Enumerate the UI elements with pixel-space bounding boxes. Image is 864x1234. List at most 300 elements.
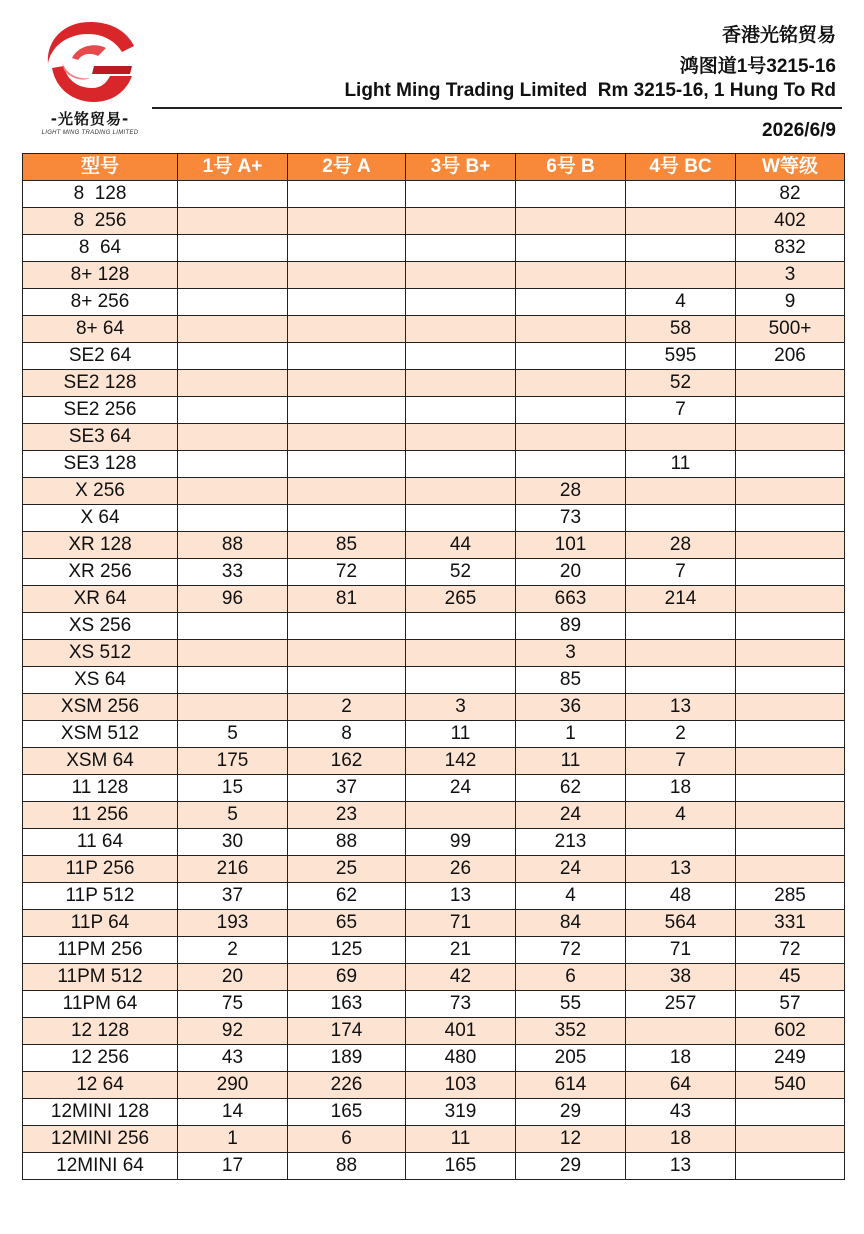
- quantity-cell: 57: [736, 991, 845, 1018]
- quantity-cell: 402: [736, 208, 845, 235]
- quantity-cell: 162: [288, 748, 406, 775]
- quantity-cell: 23: [288, 802, 406, 829]
- quantity-cell: [406, 802, 516, 829]
- quantity-cell: [516, 262, 626, 289]
- quantity-cell: 18: [626, 1045, 736, 1072]
- quantity-cell: 14: [178, 1099, 288, 1126]
- table-row: [23, 964, 845, 991]
- model-cell: 11 128: [23, 775, 178, 802]
- quantity-cell: 8: [288, 721, 406, 748]
- quantity-cell: 55: [516, 991, 626, 1018]
- quantity-cell: 62: [516, 775, 626, 802]
- quantity-cell: [288, 478, 406, 505]
- quantity-cell: 96: [178, 586, 288, 613]
- column-header: 4号 BC: [626, 154, 736, 181]
- quantity-cell: 24: [516, 856, 626, 883]
- quantity-cell: 82: [736, 181, 845, 208]
- quantity-cell: 30: [178, 829, 288, 856]
- table-row: [23, 370, 845, 397]
- model-cell: XSM 256: [23, 694, 178, 721]
- quantity-cell: 38: [626, 964, 736, 991]
- model-cell: 11 64: [23, 829, 178, 856]
- quantity-cell: 189: [288, 1045, 406, 1072]
- table-row: [23, 1018, 845, 1045]
- quantity-cell: 319: [406, 1099, 516, 1126]
- quantity-cell: 85: [288, 532, 406, 559]
- quantity-cell: 73: [516, 505, 626, 532]
- table-row: [23, 775, 845, 802]
- quantity-cell: [516, 181, 626, 208]
- quantity-cell: 249: [736, 1045, 845, 1072]
- quantity-cell: [406, 262, 516, 289]
- quantity-cell: 26: [406, 856, 516, 883]
- quantity-cell: 73: [406, 991, 516, 1018]
- quantity-cell: 58: [626, 316, 736, 343]
- table-row: [23, 856, 845, 883]
- model-cell: 11P 64: [23, 910, 178, 937]
- quantity-cell: 28: [626, 532, 736, 559]
- quantity-cell: [178, 424, 288, 451]
- quantity-cell: 226: [288, 1072, 406, 1099]
- table-row: [23, 1153, 845, 1180]
- model-cell: 11P 512: [23, 883, 178, 910]
- quantity-cell: [736, 667, 845, 694]
- quantity-cell: 85: [516, 667, 626, 694]
- quantity-cell: [406, 667, 516, 694]
- quantity-cell: 4: [626, 289, 736, 316]
- quantity-cell: [288, 208, 406, 235]
- quantity-cell: [288, 343, 406, 370]
- quantity-cell: 13: [406, 883, 516, 910]
- quantity-cell: 52: [406, 559, 516, 586]
- model-cell: XR 64: [23, 586, 178, 613]
- quantity-cell: [406, 397, 516, 424]
- quantity-cell: [288, 667, 406, 694]
- quantity-cell: [626, 505, 736, 532]
- table-row: [23, 721, 845, 748]
- logo-text: -光铭贸易-: [50, 110, 130, 128]
- column-header: 型号: [23, 154, 178, 181]
- quantity-cell: [288, 370, 406, 397]
- quantity-cell: 663: [516, 586, 626, 613]
- table-row: [23, 262, 845, 289]
- table-row: [23, 235, 845, 262]
- quantity-cell: 72: [288, 559, 406, 586]
- quantity-cell: 265: [406, 586, 516, 613]
- quantity-cell: [406, 208, 516, 235]
- quantity-cell: [178, 289, 288, 316]
- quantity-cell: 1: [516, 721, 626, 748]
- quantity-cell: 18: [626, 1126, 736, 1153]
- quantity-cell: 29: [516, 1153, 626, 1180]
- table-row: [23, 1072, 845, 1099]
- quantity-cell: [406, 613, 516, 640]
- quantity-cell: 72: [736, 937, 845, 964]
- quantity-cell: 5: [178, 721, 288, 748]
- table-row: [23, 586, 845, 613]
- quantity-cell: 216: [178, 856, 288, 883]
- quantity-cell: [406, 424, 516, 451]
- table-header-row: [23, 154, 845, 181]
- quantity-cell: 37: [178, 883, 288, 910]
- table-row: [23, 829, 845, 856]
- model-cell: XR 128: [23, 532, 178, 559]
- quantity-cell: [178, 262, 288, 289]
- column-header: 3号 B+: [406, 154, 516, 181]
- model-cell: 8 128: [23, 181, 178, 208]
- model-cell: 8+ 256: [23, 289, 178, 316]
- quantity-cell: [288, 397, 406, 424]
- quantity-cell: [736, 694, 845, 721]
- quantity-cell: 43: [626, 1099, 736, 1126]
- quantity-cell: [626, 1018, 736, 1045]
- quantity-cell: 206: [736, 343, 845, 370]
- quantity-cell: 165: [406, 1153, 516, 1180]
- quantity-cell: 5: [178, 802, 288, 829]
- quantity-cell: 174: [288, 1018, 406, 1045]
- quantity-cell: [288, 424, 406, 451]
- quantity-cell: [626, 208, 736, 235]
- quantity-cell: 3: [736, 262, 845, 289]
- model-cell: 12MINI 128: [23, 1099, 178, 1126]
- quantity-cell: 285: [736, 883, 845, 910]
- quantity-cell: 84: [516, 910, 626, 937]
- quantity-cell: [736, 1099, 845, 1126]
- document-date: 2026/6/9: [762, 120, 836, 141]
- model-cell: 11PM 64: [23, 991, 178, 1018]
- model-cell: 11PM 256: [23, 937, 178, 964]
- quantity-cell: 17: [178, 1153, 288, 1180]
- quantity-cell: [406, 451, 516, 478]
- quantity-cell: 290: [178, 1072, 288, 1099]
- quantity-cell: [516, 370, 626, 397]
- quantity-cell: 43: [178, 1045, 288, 1072]
- quantity-cell: 69: [288, 964, 406, 991]
- quantity-cell: [406, 370, 516, 397]
- column-header: 2号 A: [288, 154, 406, 181]
- quantity-cell: 89: [516, 613, 626, 640]
- model-cell: X 64: [23, 505, 178, 532]
- table-row: [23, 910, 845, 937]
- table-row: [23, 1045, 845, 1072]
- quantity-cell: [288, 235, 406, 262]
- model-cell: 12MINI 64: [23, 1153, 178, 1180]
- model-cell: XS 512: [23, 640, 178, 667]
- quantity-cell: 214: [626, 586, 736, 613]
- quantity-cell: 602: [736, 1018, 845, 1045]
- column-header: W等级: [736, 154, 845, 181]
- quantity-cell: 92: [178, 1018, 288, 1045]
- quantity-cell: [626, 478, 736, 505]
- quantity-cell: 15: [178, 775, 288, 802]
- model-cell: 12 64: [23, 1072, 178, 1099]
- quantity-cell: [736, 478, 845, 505]
- quantity-cell: 37: [288, 775, 406, 802]
- quantity-cell: [288, 262, 406, 289]
- quantity-cell: [288, 613, 406, 640]
- quantity-cell: 213: [516, 829, 626, 856]
- quantity-cell: 42: [406, 964, 516, 991]
- quantity-cell: [516, 424, 626, 451]
- quantity-cell: 20: [516, 559, 626, 586]
- quantity-cell: 331: [736, 910, 845, 937]
- model-cell: XR 256: [23, 559, 178, 586]
- quantity-cell: 101: [516, 532, 626, 559]
- quantity-cell: 6: [516, 964, 626, 991]
- quantity-cell: [516, 343, 626, 370]
- quantity-cell: 401: [406, 1018, 516, 1045]
- model-cell: XSM 64: [23, 748, 178, 775]
- table-row: [23, 289, 845, 316]
- quantity-cell: 12: [516, 1126, 626, 1153]
- quantity-cell: [406, 316, 516, 343]
- quantity-cell: [288, 289, 406, 316]
- quantity-cell: 88: [288, 1153, 406, 1180]
- quantity-cell: 540: [736, 1072, 845, 1099]
- quantity-cell: 595: [626, 343, 736, 370]
- model-cell: 12 128: [23, 1018, 178, 1045]
- logo-swirl-icon: [42, 18, 138, 106]
- quantity-cell: 3: [516, 640, 626, 667]
- quantity-cell: 2: [288, 694, 406, 721]
- quantity-cell: 72: [516, 937, 626, 964]
- quantity-cell: [736, 802, 845, 829]
- quantity-cell: 614: [516, 1072, 626, 1099]
- quantity-cell: 832: [736, 235, 845, 262]
- quantity-cell: 20: [178, 964, 288, 991]
- quantity-cell: [736, 748, 845, 775]
- model-cell: SE2 64: [23, 343, 178, 370]
- model-cell: 11P 256: [23, 856, 178, 883]
- quantity-cell: 480: [406, 1045, 516, 1072]
- quantity-cell: 3: [406, 694, 516, 721]
- quantity-cell: [178, 451, 288, 478]
- model-cell: 12 256: [23, 1045, 178, 1072]
- table-row: [23, 1126, 845, 1153]
- quantity-cell: [736, 1153, 845, 1180]
- quantity-cell: 81: [288, 586, 406, 613]
- model-cell: X 256: [23, 478, 178, 505]
- quantity-cell: [178, 370, 288, 397]
- quantity-cell: 6: [288, 1126, 406, 1153]
- quantity-cell: [288, 451, 406, 478]
- table-row: [23, 451, 845, 478]
- quantity-cell: 28: [516, 478, 626, 505]
- quantity-cell: [178, 694, 288, 721]
- quantity-cell: 9: [736, 289, 845, 316]
- quantity-cell: [736, 397, 845, 424]
- quantity-cell: 142: [406, 748, 516, 775]
- quantity-cell: [626, 640, 736, 667]
- table-row: [23, 667, 845, 694]
- quantity-cell: 103: [406, 1072, 516, 1099]
- quantity-cell: [736, 640, 845, 667]
- quantity-cell: 99: [406, 829, 516, 856]
- quantity-cell: [516, 397, 626, 424]
- quantity-cell: 257: [626, 991, 736, 1018]
- quantity-cell: 11: [406, 721, 516, 748]
- quantity-cell: [406, 181, 516, 208]
- table-row: [23, 505, 845, 532]
- table-body: [23, 181, 845, 1180]
- quantity-cell: 33: [178, 559, 288, 586]
- quantity-cell: [288, 316, 406, 343]
- quantity-cell: [178, 181, 288, 208]
- table-row: [23, 181, 845, 208]
- company-name-address-en: Light Ming Trading Limited Rm 3215-16, 1 Hung To Rd: [344, 80, 836, 101]
- table-row: [23, 397, 845, 424]
- quantity-cell: 21: [406, 937, 516, 964]
- model-cell: SE3 128: [23, 451, 178, 478]
- quantity-cell: 4: [626, 802, 736, 829]
- quantity-cell: 7: [626, 748, 736, 775]
- quantity-cell: 2: [178, 937, 288, 964]
- quantity-cell: 65: [288, 910, 406, 937]
- quantity-cell: 13: [626, 694, 736, 721]
- quantity-cell: [178, 343, 288, 370]
- quantity-cell: [406, 289, 516, 316]
- quantity-cell: [736, 505, 845, 532]
- inventory-table: [22, 153, 845, 1180]
- quantity-cell: 500+: [736, 316, 845, 343]
- quantity-cell: 48: [626, 883, 736, 910]
- table-row: [23, 316, 845, 343]
- company-name-cn: 香港光铭贸易: [721, 25, 836, 46]
- quantity-cell: [406, 235, 516, 262]
- table-row: [23, 424, 845, 451]
- quantity-cell: [178, 235, 288, 262]
- quantity-cell: 13: [626, 1153, 736, 1180]
- quantity-cell: [626, 181, 736, 208]
- quantity-cell: 64: [626, 1072, 736, 1099]
- quantity-cell: [736, 856, 845, 883]
- company-logo: [30, 18, 150, 138]
- quantity-cell: [178, 613, 288, 640]
- quantity-cell: 564: [626, 910, 736, 937]
- quantity-cell: [406, 640, 516, 667]
- quantity-cell: [736, 559, 845, 586]
- quantity-cell: 18: [626, 775, 736, 802]
- column-header: 1号 A+: [178, 154, 288, 181]
- model-cell: 8+ 64: [23, 316, 178, 343]
- quantity-cell: 88: [288, 829, 406, 856]
- quantity-cell: 7: [626, 397, 736, 424]
- quantity-cell: [626, 613, 736, 640]
- header-divider: [152, 107, 842, 109]
- table-row: [23, 478, 845, 505]
- quantity-cell: [736, 532, 845, 559]
- quantity-cell: 25: [288, 856, 406, 883]
- model-cell: SE2 256: [23, 397, 178, 424]
- quantity-cell: [406, 505, 516, 532]
- quantity-cell: [626, 235, 736, 262]
- quantity-cell: [736, 721, 845, 748]
- table-row: [23, 1099, 845, 1126]
- quantity-cell: [736, 370, 845, 397]
- address-cn: 鸿图道1号3215-16: [679, 56, 836, 77]
- table-row: [23, 532, 845, 559]
- quantity-cell: [516, 451, 626, 478]
- quantity-cell: 2: [626, 721, 736, 748]
- quantity-cell: 71: [626, 937, 736, 964]
- quantity-cell: 125: [288, 937, 406, 964]
- table-row: [23, 559, 845, 586]
- table-row: [23, 343, 845, 370]
- quantity-cell: [626, 424, 736, 451]
- quantity-cell: 29: [516, 1099, 626, 1126]
- quantity-cell: [178, 478, 288, 505]
- quantity-cell: 11: [516, 748, 626, 775]
- quantity-cell: [626, 667, 736, 694]
- quantity-cell: [736, 424, 845, 451]
- quantity-cell: 45: [736, 964, 845, 991]
- quantity-cell: [516, 316, 626, 343]
- quantity-cell: [178, 505, 288, 532]
- model-cell: XS 256: [23, 613, 178, 640]
- quantity-cell: 205: [516, 1045, 626, 1072]
- model-cell: 12MINI 256: [23, 1126, 178, 1153]
- model-cell: 8+ 128: [23, 262, 178, 289]
- quantity-cell: [178, 667, 288, 694]
- quantity-cell: [178, 208, 288, 235]
- quantity-cell: 52: [626, 370, 736, 397]
- model-cell: XSM 512: [23, 721, 178, 748]
- table-row: [23, 991, 845, 1018]
- quantity-cell: [516, 235, 626, 262]
- quantity-cell: 4: [516, 883, 626, 910]
- model-cell: 11 256: [23, 802, 178, 829]
- table-row: [23, 694, 845, 721]
- quantity-cell: 36: [516, 694, 626, 721]
- quantity-cell: [516, 289, 626, 316]
- quantity-cell: [626, 262, 736, 289]
- quantity-cell: 1: [178, 1126, 288, 1153]
- quantity-cell: 163: [288, 991, 406, 1018]
- table-row: [23, 208, 845, 235]
- quantity-cell: [406, 478, 516, 505]
- quantity-cell: 175: [178, 748, 288, 775]
- model-cell: 8 64: [23, 235, 178, 262]
- quantity-cell: [516, 208, 626, 235]
- quantity-cell: [178, 397, 288, 424]
- quantity-cell: 13: [626, 856, 736, 883]
- quantity-cell: [178, 316, 288, 343]
- column-header: 6号 B: [516, 154, 626, 181]
- quantity-cell: 193: [178, 910, 288, 937]
- quantity-cell: 165: [288, 1099, 406, 1126]
- table-row: [23, 937, 845, 964]
- quantity-cell: [736, 775, 845, 802]
- quantity-cell: 24: [516, 802, 626, 829]
- quantity-cell: 44: [406, 532, 516, 559]
- logo-subtext: LIGHT MING TRADING LIMITED: [41, 130, 139, 136]
- quantity-cell: [288, 181, 406, 208]
- quantity-cell: [736, 1126, 845, 1153]
- quantity-cell: 75: [178, 991, 288, 1018]
- model-cell: 8 256: [23, 208, 178, 235]
- quantity-cell: [406, 343, 516, 370]
- quantity-cell: [626, 829, 736, 856]
- quantity-cell: 11: [626, 451, 736, 478]
- quantity-cell: 88: [178, 532, 288, 559]
- quantity-cell: 7: [626, 559, 736, 586]
- quantity-cell: 11: [406, 1126, 516, 1153]
- quantity-cell: [736, 613, 845, 640]
- model-cell: SE3 64: [23, 424, 178, 451]
- model-cell: 11PM 512: [23, 964, 178, 991]
- model-cell: SE2 128: [23, 370, 178, 397]
- quantity-cell: 71: [406, 910, 516, 937]
